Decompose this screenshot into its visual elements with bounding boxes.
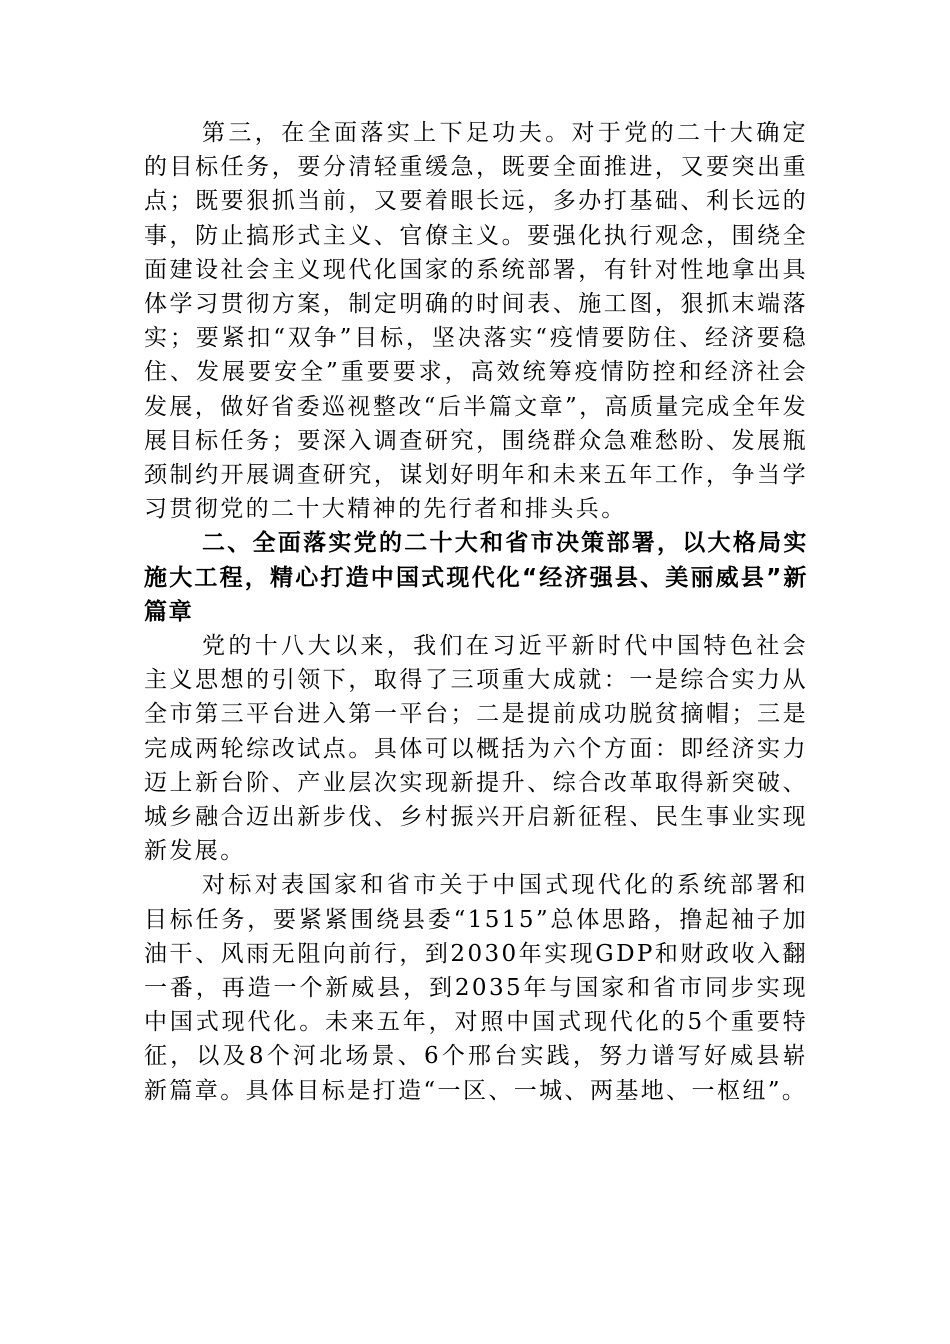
paragraph-goals: 对标对表国家和省市关于中国式现代化的系统部署和目标任务，要紧紧围绕县委“1515”总体思路，撸起袖子加油干、风雨无阻向前行，到2030年实现GDP和财政收入翻一番，再造一个新威县，到2035年与国家和省市同步实现中国式现代化。未来五年，对照中国式现代化的5个重要特征，以及8个河北场景、6个邢台实践，努力谱写好威县崭新篇章。具体目标是打造“一区、一城、两基地、一枢纽”。 [144, 872, 808, 1104]
document-page [144, 116, 808, 1108]
section-heading-two: 二、全面落实党的二十大和省市决策部署，以大格局实施大工程，精心打造中国式现代化“经济强县、美丽威县”新篇章 [144, 530, 808, 625]
paragraph-third-point: 第三，在全面落实上下足功夫。对于党的二十大确定的目标任务，要分清轻重缓急，既要全面推进，又要突出重点；既要狠抓当前，又要着眼长远，多办打基础、利长远的事，防止搞形式主义、官僚主义。要强化执行观念，围绕全面建设社会主义现代化国家的系统部署，有针对性地拿出具体学习贯彻方案，制定明确的时间表、施工图，狠抓末端落实；要紧扣“双争”目标，坚决落实“疫情要防住、经济要稳住、发展要安全”重要要求，高效统筹疫情防控和经济社会发展，做好省委巡视整改“后半篇文章”，高质量完成全年发展目标任务；要深入调查研究，围绕群众急难愁盼、发展瓶颈制约开展调查研究，谋划好明年和未来五年工作，争当学习贯彻党的二十大精神的先行者和排头兵。 [144, 120, 808, 523]
paragraph-achievements: 党的十八大以来，我们在习近平新时代中国特色社会主义思想的引领下，取得了三项重大成就：一是综合实力从全市第三平台进入第一平台；二是提前成功脱贫摘帽；三是完成两轮综改试点。具体可以概括为六个方面：即经济实力迈上新台阶、产业层次实现新提升、综合改革取得新突破、城乡融合迈出新步伐、乡村振兴开启新征程、民生事业实现新发展。 [144, 633, 808, 865]
